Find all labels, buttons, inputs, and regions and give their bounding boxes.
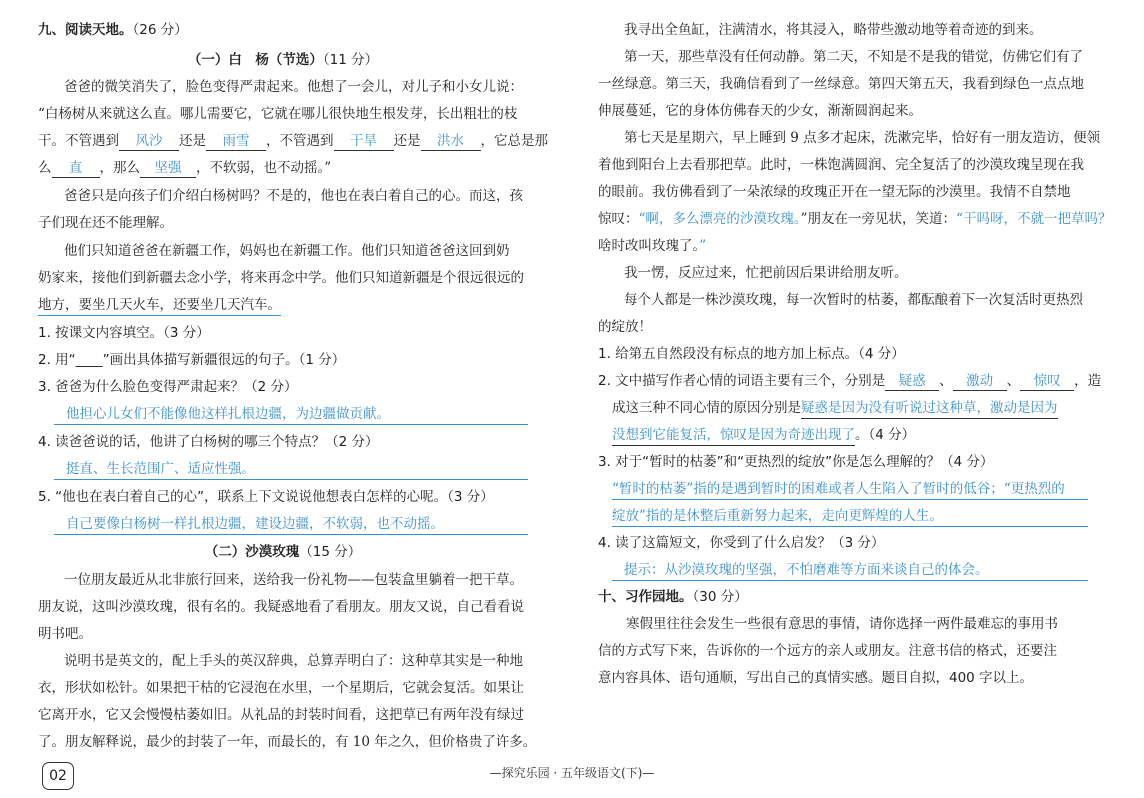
story-line: 的眼前。我仿佛看到了一朵浓绿的玫瑰正开在一望无际的沙漠里。我情不自禁地: [598, 184, 1071, 200]
story-line: 明书吧。: [38, 626, 92, 642]
passage1-line: 奶家来，接他们到新疆去念小学，将来再念中学。他们只知道新疆是个很远很远的: [38, 270, 524, 286]
story-line: 着他到阳台上去看那把草。此时，一株饱满圆润、完全复活了的沙漠玫瑰呈现在我: [598, 157, 1084, 173]
question: 5. “他也在表白着自己的心”，联系上下文说说他想表白怎样的心呢。（3 分）: [38, 489, 494, 505]
question: 3. 对于“暂时的枯萎”和“更热烈的绽放”你是怎么理解的？（4 分）: [598, 454, 994, 470]
passage1-line: “白杨树从来就这么直。哪儿需要它，它就在哪儿很快地生根发芽，长出粗壮的枝: [38, 106, 518, 122]
blank-answer: 雨雪: [206, 132, 266, 151]
story-line: 一位朋友最近从北非旅行回来，送给我一份礼物——包装盒里躺着一把干草。: [64, 572, 523, 588]
answer-line-text: 没想到它能复活，惊叹是因为奇迹出现了。（4 分）: [612, 425, 915, 446]
passage1-line: 他们只知道爸爸在新疆工作，妈妈也在新疆工作。他们只知道爸爸这回到奶: [64, 243, 510, 259]
writing-prompt-line: 意内容具体、语句通顺，写出自己的真情实感。题目自拟，400 字以上。: [598, 670, 1034, 686]
blank-answer: 洪水: [421, 132, 481, 151]
blank-answer: 坚强: [140, 159, 196, 178]
question: 2. 用“____”画出具体描写新疆很远的句子。（1 分）: [38, 352, 346, 368]
question: 3. 爸爸为什么脸色变得严肃起来？（2 分）: [38, 379, 298, 395]
passage1-title: （一）白 杨（节选）（11 分）: [187, 52, 379, 68]
story-line: 说明书是英文的，配上手头的英汉辞典，总算弄明白了：这种草其实是一种地: [64, 653, 523, 669]
story-line: 我寻出全鱼缸，注满清水，将其浸入，略带些激动地等着奇迹的到来。: [624, 22, 1043, 38]
story-line: 了。朋友解释说，最少的封装了一年，而最长的，有 10 年之久，但价格贵了许多。: [38, 734, 537, 750]
story-line: 每个人都是一株沙漠玫瑰，每一次暂时的枯萎，都酝酿着下一次复活时更热烈: [624, 292, 1083, 308]
question: 4. 读爸爸说的话，他讲了白杨树的哪三个特点？（2 分）: [38, 434, 379, 450]
blank-answer: 激动: [953, 372, 1007, 391]
story-line: 它离开水，它又会慢慢枯萎如旧。从礼品的封装时间看，这把草已有两年没有绿过: [38, 707, 524, 723]
question: 1. 按课文内容填空。（3 分）: [38, 325, 210, 341]
answer-line: [612, 526, 1088, 527]
answer-text: 自己要像白杨树一样扎根边疆，建设边疆，不软弱，也不动摇。: [66, 516, 444, 532]
answer-line: [612, 580, 1088, 581]
blank-answer: 惊叹: [1020, 372, 1074, 391]
answer-text: 绽放”指的是休整后重新努力起来，走向更辉煌的人生。: [612, 508, 943, 524]
passage1-line: 爸爸只是向孩子们介绍白杨树吗？不是的，他也在表白着自己的心。而这，孩: [64, 188, 523, 204]
question-inline-blanks: 成这三种不同心情的原因分别是疑惑是因为没有听说过这种草，激动是因为: [612, 398, 1058, 419]
writing-prompt-line: 寒假里往往会发生一些很有意思的事情，请你选择一两件最难忘的事用书: [626, 616, 1058, 632]
question: 4. 读了这篇短文，你受到了什么启发？（3 分）: [598, 535, 885, 551]
passage1-line: 爸爸的微笑消失了，脸色变得严肃起来。他想了一会儿，对儿子和小女儿说：: [64, 79, 523, 95]
writing-prompt-line: 信的方式写下来，告诉你的一个远方的亲人或朋友。注意书信的格式，还要注: [598, 643, 1057, 659]
answer-text: 挺直、生长范围广、适应性强。: [66, 461, 255, 477]
passage1-line-underlined: 地方，要坐几天火车，还要坐几天汽车。: [38, 295, 281, 316]
story-line: 的绽放！: [598, 319, 652, 335]
answer-line: [612, 499, 1088, 500]
story-line: 衣，形状如松针。如果把干枯的它浸泡在水里，一个星期后，它就会复活。如果让: [38, 680, 524, 696]
story-line: 我一愣，反应过来，忙把前因后果讲给朋友听。: [624, 265, 908, 281]
story-line-punctuated: 啥时改叫玫瑰了。”: [598, 238, 707, 254]
answer-text: “暂时的枯萎”指的是遇到暂时的困难或者人生陷入了暂时的低谷；“更热烈的: [612, 481, 1065, 497]
answer-line: [54, 424, 528, 425]
section9-heading: 九、阅读天地。（26 分）: [38, 22, 188, 38]
answer-line: [54, 479, 528, 480]
blank-answer: 风沙: [119, 132, 179, 151]
passage1-line-blanks: 么 直 ，那么 坚强 ，不软弱，也不动摇。”: [38, 160, 332, 176]
footer-series: —探究乐园 · 五年级语文(下)—: [489, 766, 655, 780]
story-line: 第七天是星期六，早上睡到 9 点多才起床，洗漱完毕，恰好有一朋友造访，便领: [624, 130, 1101, 146]
blank-answer: 直: [52, 159, 100, 178]
answer-line: [54, 534, 528, 535]
story-line: 伸展蔓延，它的身体仿佛春天的少女，渐渐圆润起来。: [598, 103, 922, 119]
passage1-line: 子们现在还不能理解。: [38, 215, 173, 231]
answer-text: 提示：从沙漠玫瑰的坚强，不怕磨难等方面来谈自己的体会。: [624, 562, 989, 578]
question: 1. 给第五自然段没有标点的地方加上标点。（4 分）: [598, 346, 905, 362]
story-line: 朋友说，这叫沙漠玫瑰，很有名的。我疑惑地看了看朋友。朋友又说，自己看看说: [38, 599, 524, 615]
blank-answer: 干旱: [334, 132, 394, 151]
story-line-punctuated: 惊叹：“啊，多么漂亮的沙漠玫瑰。”朋友在一旁见状，笑道：“干吗呀，不就一把草吗？: [598, 211, 1112, 227]
story-line: 第一天，那些草没有任何动静。第二天，不知是不是我的错觉，仿佛它们有了: [624, 49, 1083, 65]
blank-answer: 疑惑: [885, 372, 939, 391]
passage1-line-blanks: 干。不管遇到 风沙 还是 雨雪 ，不管遇到 干旱 还是 洪水 ，它总是那: [38, 133, 548, 149]
question-inline-blanks: 2. 文中描写作者心情的词语主要有三个，分别是 疑惑 、 激动 、 惊叹 ，造: [598, 373, 1102, 389]
page-number: 02: [42, 762, 74, 790]
answer-text: 他担心儿女们不能像他这样扎根边疆，为边疆做贡献。: [66, 406, 390, 422]
story-line: 一丝绿意。第三天，我确信看到了一丝绿意。第四天第五天，我看到绿色一点点地: [598, 76, 1084, 92]
section10-heading: 十、习作园地。（30 分）: [598, 589, 748, 605]
passage2-title: （二）沙漠玫瑰（15 分）: [204, 544, 362, 560]
